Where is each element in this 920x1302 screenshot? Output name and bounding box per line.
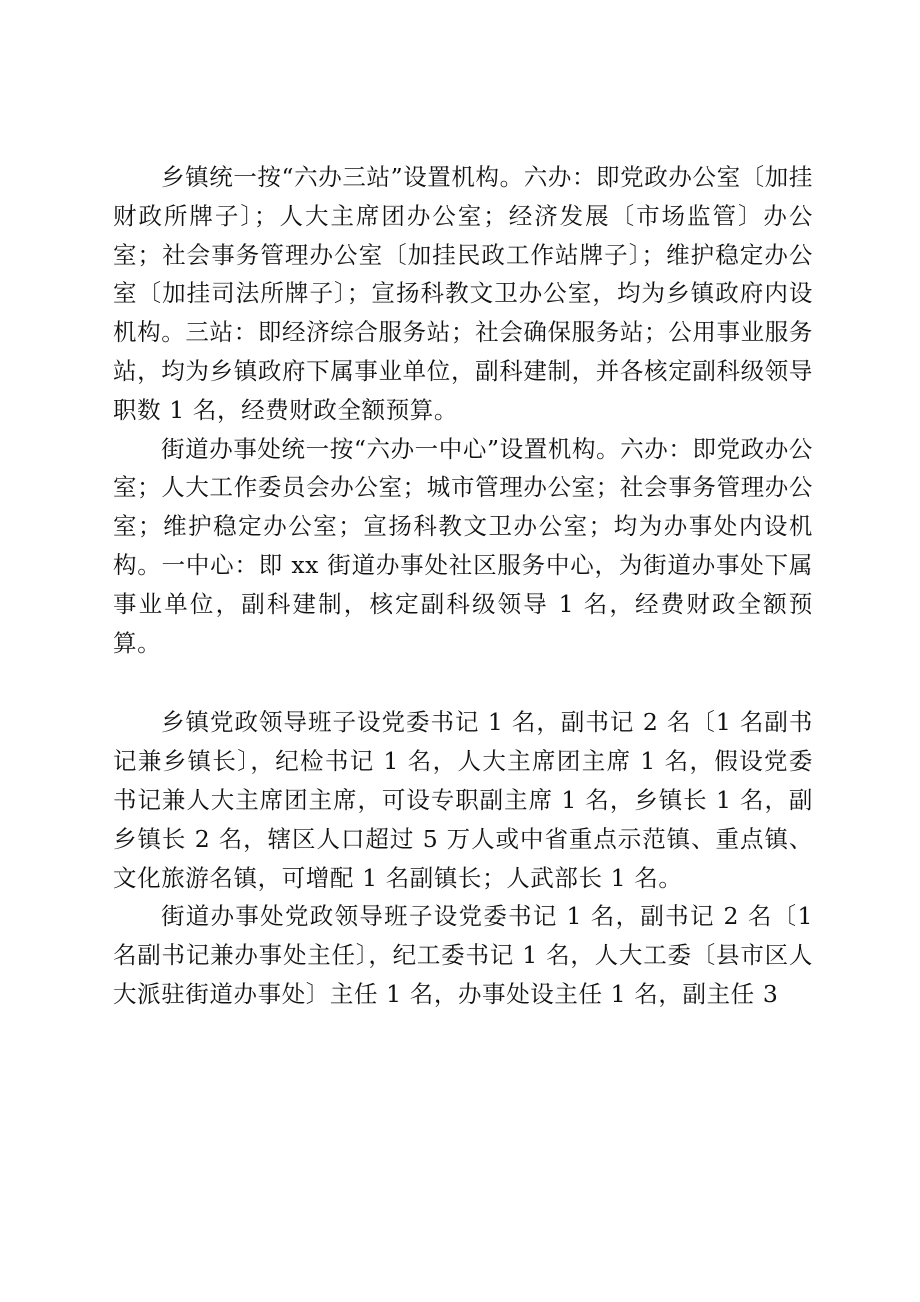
paragraph-subdistrict-leadership: 街道办事处党政领导班子设党委书记 1 名，副书记 2 名〔1 名副书记兼办事处主任〕，纪工委书记 1 名，人大工委〔县市区人大派驻街道办事处〕主任 1 名，办事处设主任 1 名，副主任 3 [113, 902, 813, 1008]
paragraph-subdistrict-institutions: 街道办事处统一按“六办一中心”设置机构。六办：即党政办公室；人大工作委员会办公室；城市管理办公室；社会事务管理办公室；维护稳定办公室；宣扬科教文卫办公室；均为办事处内设机构。一中心：即 xx 街道办事处社区服务中心，为街道办事处下属事业单位，副科建制，核定副科级领导 1 名，经费财政全额预算。 [113, 434, 813, 657]
paragraph-township-leadership: 乡镇党政领导班子设党委书记 1 名，副书记 2 名〔1 名副书记兼乡镇长〕，纪检书记 1 名，人大主席团主席 1 名，假设党委书记兼人大主席团主席，可设专职副主席 1 名，乡镇长 1 名，副乡镇长 2 名，辖区人口超过 5 万人或中省重点示范镇、重点镇、文化旅游名镇，可增配 1 名副镇长；人武部长 1 名。 [113, 708, 813, 892]
paragraph-gap [113, 662, 813, 703]
paragraph-township-institutions: 乡镇统一按“六办三站”设置机构。六办：即党政办公室〔加挂财政所牌子〕；人大主席团办公室；经济发展〔市场监管〕办公室；社会事务管理办公室〔加挂民政工作站牌子〕；维护稳定办公室〔加挂司法所牌子〕；宣扬科教文卫办公室，均为乡镇政府内设机构。三站：即经济综合服务站；社会确保服务站；公用事业服务站，均为乡镇政府下属事业单位，副科建制，并各核定副科级领导职数 1 名，经费财政全额预算。 [113, 163, 813, 424]
document-page [113, 158, 813, 1014]
